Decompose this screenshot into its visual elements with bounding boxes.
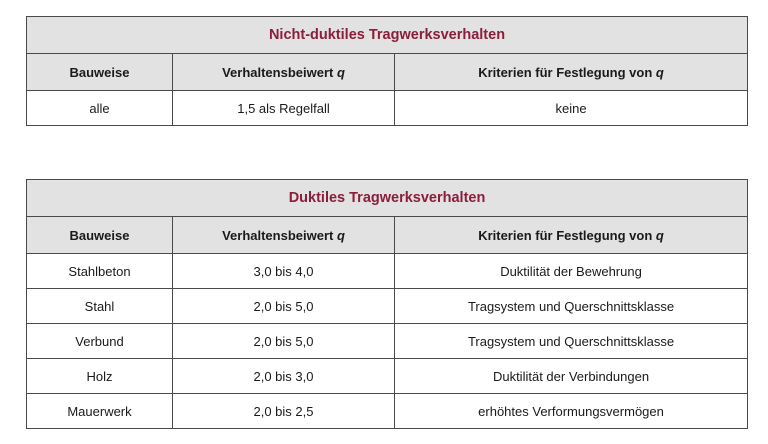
cell-kriterien: erhöhtes Verformungsvermögen — [395, 394, 748, 429]
non-ductile-table-title: Nicht-duktiles Tragwerksverhalten — [27, 17, 748, 54]
header-verhaltensbeiwert-label: Verhaltensbeiwert — [222, 64, 337, 80]
cell-verhaltensbeiwert: 2,0 bis 5,0 — [173, 324, 395, 359]
cell-kriterien: Tragsystem und Querschnittsklasse — [395, 289, 748, 324]
header-q-symbol: q — [655, 64, 664, 80]
header-q-symbol: q — [336, 64, 345, 80]
table-row — [27, 324, 748, 359]
cell-bauweise: alle — [27, 91, 173, 126]
header-kriterien — [395, 54, 748, 91]
cell-bauweise: Stahlbeton — [27, 254, 173, 289]
table-row — [27, 289, 748, 324]
cell-verhaltensbeiwert: 2,0 bis 3,0 — [173, 359, 395, 394]
table-row — [27, 394, 748, 429]
table-row — [27, 359, 748, 394]
header-q-symbol: q — [336, 227, 345, 243]
cell-kriterien: keine — [395, 91, 748, 126]
header-bauweise: Bauweise — [27, 54, 173, 91]
ductile-table-title: Duktiles Tragwerksverhalten — [27, 180, 748, 217]
header-kriterien-label: Kriterien für Festlegung von — [478, 64, 656, 80]
cell-bauweise: Verbund — [27, 324, 173, 359]
table-row — [27, 91, 748, 126]
cell-bauweise: Holz — [27, 359, 173, 394]
header-verhaltensbeiwert — [173, 217, 395, 254]
header-verhaltensbeiwert — [173, 54, 395, 91]
non-ductile-table — [26, 16, 748, 126]
header-q-symbol: q — [655, 227, 664, 243]
header-bauweise: Bauweise — [27, 217, 173, 254]
header-kriterien — [395, 217, 748, 254]
cell-bauweise: Stahl — [27, 289, 173, 324]
cell-bauweise: Mauerwerk — [27, 394, 173, 429]
cell-kriterien: Duktilität der Verbindungen — [395, 359, 748, 394]
cell-verhaltensbeiwert: 1,5 als Regelfall — [173, 91, 395, 126]
table-row — [27, 254, 748, 289]
header-kriterien-label: Kriterien für Festlegung von — [478, 227, 656, 243]
cell-verhaltensbeiwert: 2,0 bis 5,0 — [173, 289, 395, 324]
cell-verhaltensbeiwert: 3,0 bis 4,0 — [173, 254, 395, 289]
ductile-table — [26, 179, 748, 429]
cell-kriterien: Duktilität der Bewehrung — [395, 254, 748, 289]
header-verhaltensbeiwert-label: Verhaltensbeiwert — [222, 227, 337, 243]
cell-kriterien: Tragsystem und Querschnittsklasse — [395, 324, 748, 359]
cell-verhaltensbeiwert: 2,0 bis 2,5 — [173, 394, 395, 429]
